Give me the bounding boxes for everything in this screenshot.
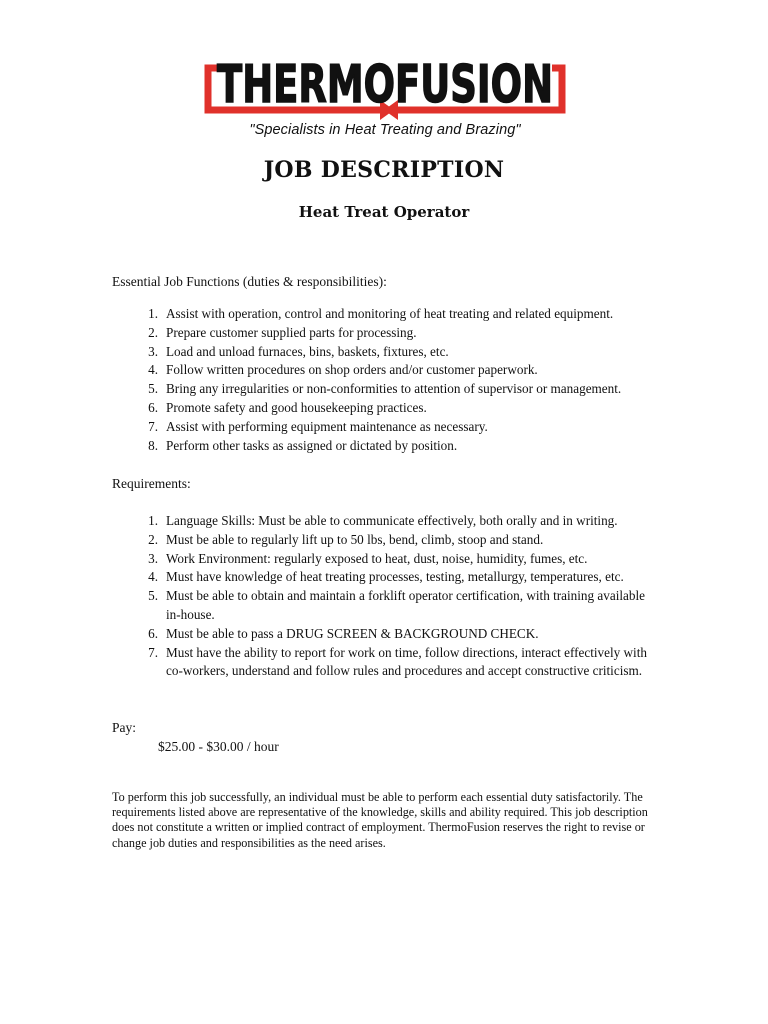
list-item: [112, 644, 652, 682]
list-item-text: Assist with operation, control and monitoring of heat treating and related equipment.: [166, 306, 614, 321]
list-item-text: Follow written procedures on shop orders and/or customer paperwork.: [166, 362, 538, 378]
list-item-number: 4.: [148, 362, 158, 378]
document-title: JOB DESCRIPTION: [263, 157, 505, 183]
list-item-number: 7.: [148, 418, 158, 434]
list-item: [112, 343, 652, 362]
list-item-text: Load and unload furnaces, bins, baskets, fixtures, etc.: [166, 343, 449, 359]
list-item-text: Must have knowledge of heat treating processes, testing, metallurgy, temperatures, etc.: [166, 569, 624, 585]
list-item-number: 4.: [148, 569, 158, 585]
list-item-text: Bring any irregularities or non-conformities to attention of supervisor or management.: [166, 381, 622, 397]
list-item-text: Prepare customer supplied parts for processing.: [166, 324, 417, 340]
list-item-number: 1.: [148, 306, 158, 321]
list-item-number: 8.: [148, 437, 158, 453]
list-item-number: 3.: [148, 343, 158, 359]
list-item-text: Must be able to obtain and maintain a forklift operator certification, with training available in-house.: [166, 588, 645, 622]
list-item: [112, 568, 652, 587]
list-item-number: 5.: [148, 588, 158, 604]
list-item: [112, 550, 652, 569]
essential-functions-list: [112, 305, 652, 455]
list-item-number: 6.: [148, 625, 158, 641]
list-item: [112, 418, 652, 437]
list-item: [112, 437, 652, 456]
list-item-number: 2.: [148, 531, 158, 547]
list-item-text: Assist with performing equipment maintenance as necessary.: [166, 418, 488, 434]
list-item-number: 5.: [148, 381, 158, 397]
list-item-number: 6.: [148, 399, 158, 415]
list-item: [112, 380, 652, 399]
list-item-number: 7.: [148, 644, 158, 660]
list-item: [112, 587, 652, 625]
list-item: [112, 399, 652, 418]
disclaimer-paragraph: To perform this job successfully, an individual must be able to perform each essential duty satisfactorily. The requirements listed above are representative of the knowledge, skills and ability required. This job description does not constitute a written or implied contract of employment. ThermoFusion reserves the right to revise or change job duties and responsibilities as the need arises.: [112, 790, 648, 850]
pay-amount: $25.00 - $30.00 / hour: [158, 739, 279, 754]
essential-functions-heading: Essential Job Functions (duties & responsibilities):: [112, 274, 387, 289]
list-item-text: Promote safety and good housekeeping practices.: [166, 399, 427, 415]
requirements-list: [112, 512, 652, 681]
thermofusion-logo-graphic: [204, 44, 566, 122]
list-item: [112, 361, 652, 380]
list-item: [112, 531, 652, 550]
list-item-number: 1.: [148, 513, 158, 528]
list-item-text: Language Skills: Must be able to communicate effectively, both orally and in writing.: [166, 513, 618, 528]
list-item: [112, 625, 652, 644]
job-title: Heat Treat Operator: [298, 203, 470, 221]
list-item-text: Must have the ability to report for work on time, follow directions, interact effectively with co-workers, understand and follow rules and procedures and accept constructive criticism.: [166, 644, 647, 679]
pay-heading: Pay:: [112, 720, 137, 735]
list-item: [112, 324, 652, 343]
list-item: [112, 512, 652, 531]
list-item: [112, 305, 652, 324]
logo-wordmark: THERMOFUSION: [217, 55, 553, 115]
requirements-heading: Requirements:: [112, 476, 191, 491]
list-item-text: Must be able to regularly lift up to 50 lbs, bend, climb, stoop and stand.: [166, 531, 544, 547]
list-item-text: Work Environment: regularly exposed to heat, dust, noise, humidity, fumes, etc.: [166, 550, 588, 566]
logo-tagline: "Specialists in Heat Treating and Brazing": [249, 122, 521, 138]
list-item-text: Perform other tasks as assigned or dictated by position.: [166, 437, 458, 453]
list-item-number: 3.: [148, 550, 158, 566]
list-item-number: 2.: [148, 324, 158, 340]
list-item-text: Must be able to pass a DRUG SCREEN & BACKGROUND CHECK.: [166, 625, 539, 641]
company-logo: [204, 44, 566, 142]
